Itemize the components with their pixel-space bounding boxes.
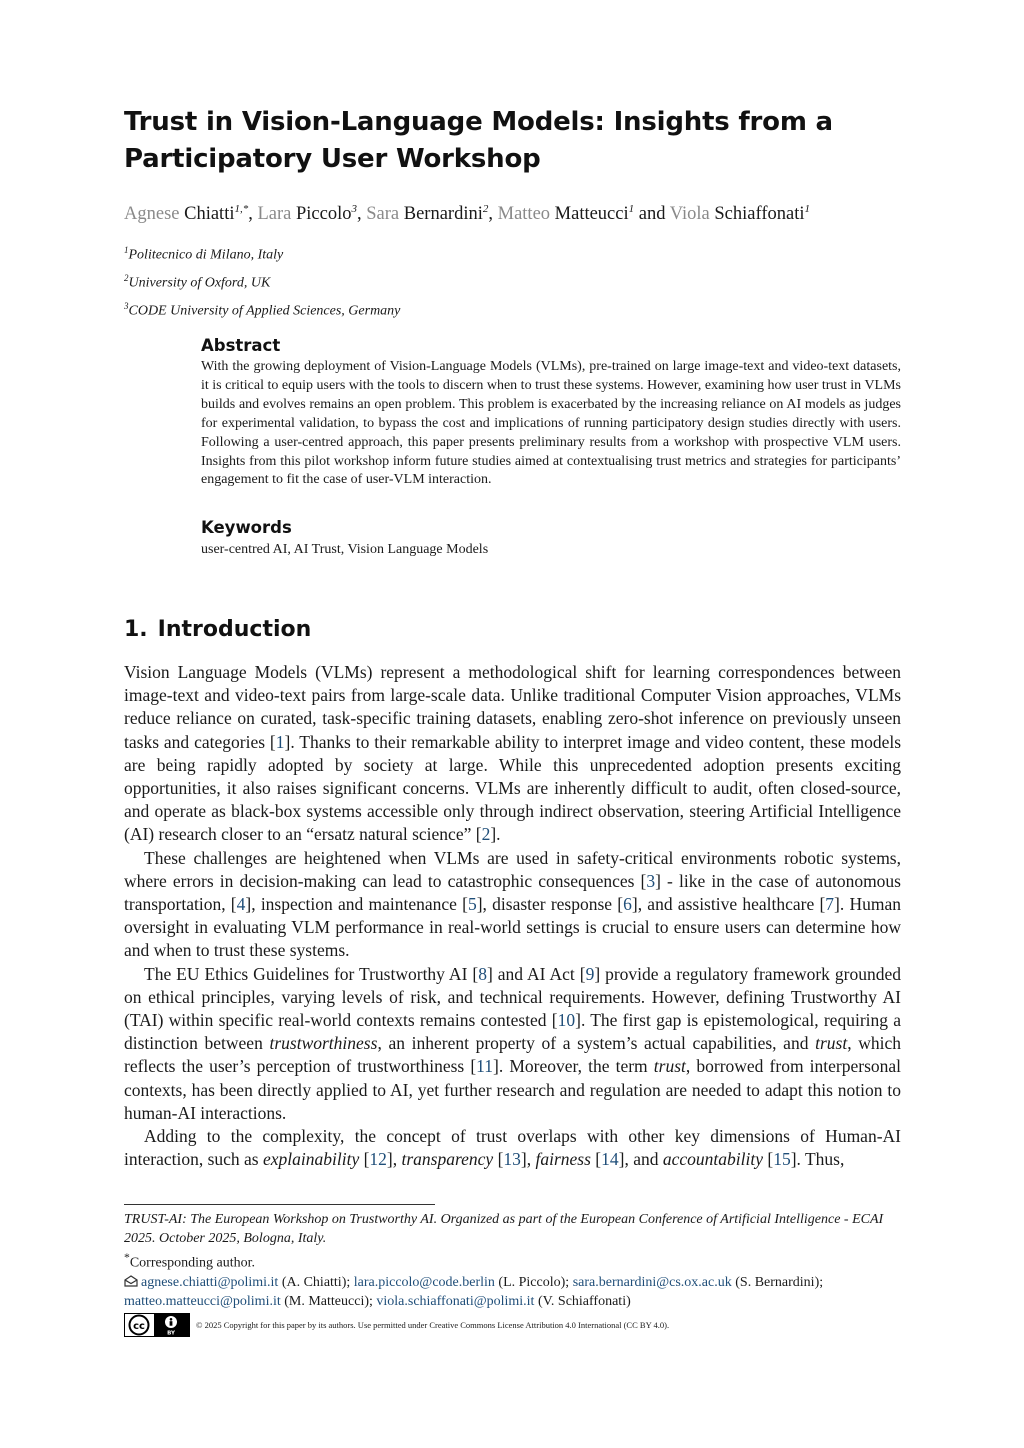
section-heading-introduction [124,615,311,645]
introduction-body [124,661,901,1171]
email-link[interactable]: matteo.matteucci@polimi.it [124,1293,281,1309]
paragraph-2: These challenges are heightened when VLMs are used in safety-critical environments robotic systems, where errors in decision-making can lead to catastrophic consequences [3] - like in the case of autonomous transportation, [4], inspection and maintenance [5], disaster response [6], and assistive healthcare [7]. Human oversight in evaluating VLM performance in real-world settings is crucial to ensure users can determine how and when to trust these systems. [124,847,901,961]
license-text: © 2025 Copyright for this paper by its authors. Use permitted under Creative Commons License Attribution 4.0 International (CC BY 4.0). [196,1319,670,1330]
section-title: Introduction [157,617,312,642]
affiliation [124,295,400,323]
title-line-1: Trust in Vision-Language Models: Insights from a [124,107,833,137]
author-last-name: Piccolo [296,204,352,225]
venue-footnote: TRUST-AI: The European Workshop on Trustworthy AI. Organized as part of the European Conference of Artificial Intelligence - ECAI 2025. October 2025, Bologna, Italy. [124,1212,884,1246]
envelope-icon [124,1275,138,1287]
author-separator: and [634,204,670,225]
abstract-heading: Abstract [201,336,281,355]
author-affiliation-mark: 1 [628,203,635,215]
author-last-name: Schiaffonati [714,204,805,225]
keywords-text: user-centred AI, AI Trust, Vision Language Models [201,542,489,557]
author-first-name: Sara [366,204,400,225]
title-line-2: Participatory User Workshop [124,144,541,174]
keywords-heading: Keywords [201,518,292,537]
corresponding-footnote [124,1248,901,1273]
corresponding-mark: * [124,1251,130,1264]
author-list [124,196,924,227]
cc-logo-text: cc [133,1320,145,1332]
citation-link[interactable]: 10 [557,1010,576,1031]
citation-link[interactable]: 2 [481,824,491,845]
author-separator: , [248,204,258,225]
paper-title [124,104,901,178]
author-affiliation-mark: 1,* [234,203,249,215]
affiliation-mark: 2 [124,273,129,284]
author-affiliation-mark: 1 [804,203,810,215]
citation-link[interactable]: 5 [467,894,477,915]
affiliation-mark: 3 [124,301,129,312]
email-owner: (V. Schiaffonati) [534,1293,631,1309]
license-row [124,1313,901,1337]
affiliation-text: University of Oxford, UK [128,275,271,291]
email-link[interactable]: viola.schiaffonati@polimi.it [376,1293,535,1309]
by-logo-text: BY [167,1330,175,1337]
citation-link[interactable]: 9 [585,963,595,984]
cc-by-badge-icon [124,1313,190,1337]
author-first-name: Lara [257,204,292,225]
email-link[interactable]: lara.piccolo@code.berlin [353,1274,495,1290]
abstract-text: With the growing deployment of Vision-Language Models (VLMs), pre-trained on large image-text and video-text datasets, it is critical to equip users with the tools to discern when to trust these systems. However, examining how user trust in VLMs builds and evolves remains an open problem. This problem is exacerbated by the increasing reliance on AI models as judges for experimental validation, to bypass the cost and implications of running participatory design studies directly with users. Following a user-centred approach, this paper presents preliminary results from a workshop with prospective VLM users. Insights from this pilot workshop inform future studies aimed at contextualising trust metrics and strategies for participants’ engagement to fit the case of user-VLM interaction. [201,359,901,488]
author-last-name: Bernardini [403,204,483,225]
emphasis: fairness [535,1149,591,1170]
affiliation [124,239,400,267]
citation-link[interactable]: 7 [825,894,835,915]
section-number: 1. [124,617,148,642]
citation-link[interactable]: 15 [773,1149,791,1170]
email-owner: (M. Matteucci); [280,1293,377,1309]
footnote-divider [124,1204,435,1205]
keywords-section [201,516,901,560]
author-separator: , [488,204,498,225]
citation-link[interactable]: 4 [236,894,246,915]
emphasis: accountability [662,1149,763,1170]
email-owner: (S. Bernardini); [731,1274,824,1290]
citation-link[interactable]: 13 [503,1149,521,1170]
emphasis: transparency [401,1149,494,1170]
author-last-name: Chiatti [184,204,235,225]
citation-link[interactable]: 6 [623,894,632,915]
author-first-name: Viola [669,204,710,225]
author-separator: , [357,204,367,225]
email-link[interactable]: agnese.chiatti@polimi.it [141,1274,279,1290]
emphasis: explainability [262,1149,360,1170]
paragraph-3: The EU Ethics Guidelines for Trustworthy AI [8] and AI Act [9] provide a regulatory framework grounded on ethical principles, varying levels of risk, and technical requirements. However, defining Trustworthy AI (TAI) within specific real-world contexts remains contested [10]. The first gap is epistemological, requiring a distinction between trustworthiness, an inherent property of a system’s actual capabilities, and trust, which reflects the user’s perception of trustworthiness [11]. Moreover, the term trust, borrowed from interpersonal contexts, has been directly applied to AI, yet further research and regulation are needed to adapt this notion to human-AI interactions. [124,963,902,1123]
email-link[interactable]: sara.bernardini@cs.ox.ac.uk [572,1274,732,1290]
abstract-section [201,334,901,490]
citation-link[interactable]: 3 [646,870,656,891]
emphasis: trustworthiness [269,1033,378,1054]
affiliation-text: CODE University of Applied Sciences, Germany [128,303,401,319]
affiliation-mark: 1 [124,245,129,255]
author-affiliation-mark: 2 [482,203,489,215]
emphasis: trust [815,1033,848,1054]
citation-link[interactable]: 8 [478,963,487,984]
citation-link[interactable]: 12 [369,1149,387,1170]
paragraph-1: Vision Language Models (VLMs) represent a methodological shift for learning correspondences between image-text and video-text pairs from large-scale data. Unlike traditional Computer Vision approaches, VLMs reduce reliance on curated, task-specific training datasets, enabling zero-shot inference on previously unseen tasks and categories [1]. Thanks to their remarkable ability to interpret image and video content, these models are being rapidly adopted by society at large. While this unprecedented adoption presents exciting opportunities, it also raises significant concerns. VLMs are inherently difficult to audit, often closed-source, and operate as black-box systems accessible only through indirect observation, steering Artificial Intelligence (AI) research closer to an “ersatz natural science” [2]. [124,662,902,845]
email-owner: (A. Chiatti); [278,1274,354,1290]
author-affiliation-mark: 3 [351,203,357,215]
corresponding-text: Corresponding author. [129,1255,256,1271]
emphasis: trust [653,1056,686,1077]
citation-link[interactable]: 1 [275,731,285,752]
affiliation [124,267,400,295]
citation-link[interactable]: 14 [601,1149,619,1170]
affiliation-list [124,239,400,323]
author-first-name: Matteo [497,204,551,225]
author-first-name: Agnese [124,204,180,225]
email-footnote [124,1273,901,1311]
email-owner: (L. Piccolo); [494,1274,573,1290]
citation-link[interactable]: 11 [476,1056,494,1077]
affiliation-text: Politecnico di Milano, Italy [128,247,284,263]
footnotes [124,1210,901,1337]
paragraph-4: Adding to the complexity, the concept of trust overlaps with other key dimensions of Human-AI interaction, such as explainability [12], transparency [13], fairness [14], and accountability [15]. Thus, [124,1126,901,1170]
author-last-name: Matteucci [554,204,629,225]
